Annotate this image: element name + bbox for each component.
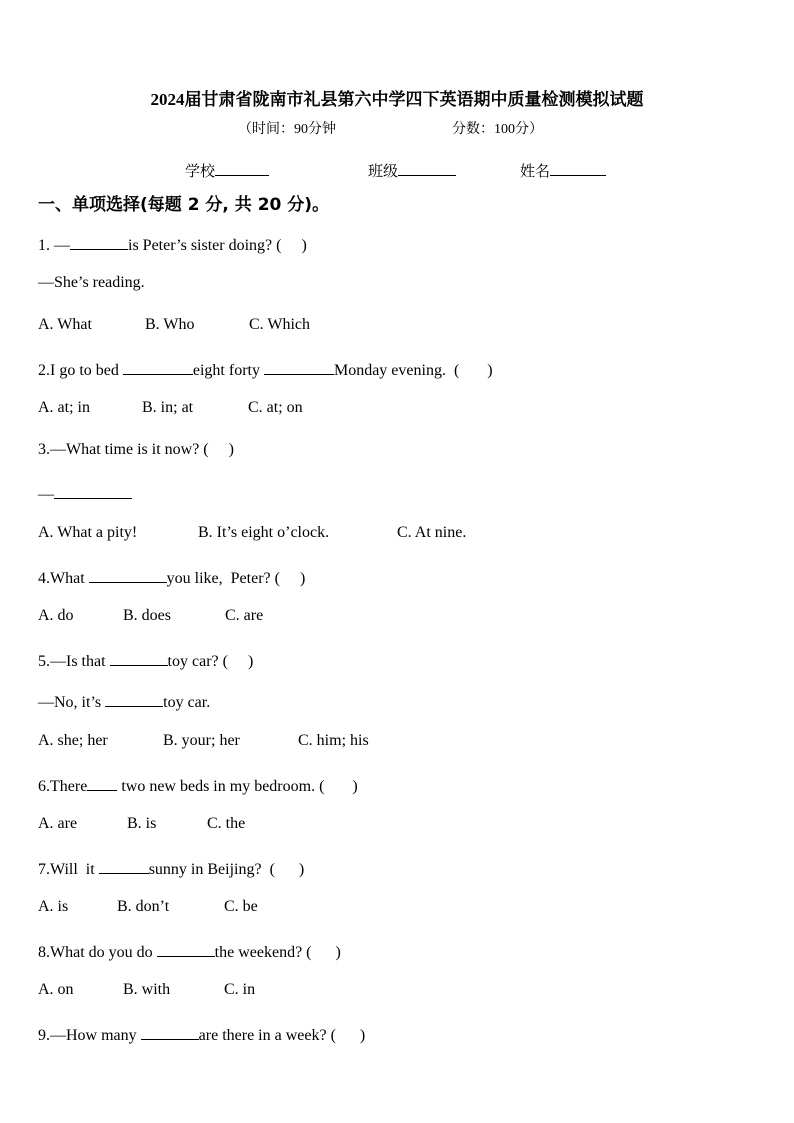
question-8-options <box>38 981 255 999</box>
school-label: 学校 <box>185 164 216 180</box>
question-text: Monday evening. ( ) <box>333 362 493 379</box>
option-b[interactable]: B. don’t <box>117 898 170 915</box>
option-c[interactable]: C. At nine. <box>397 524 467 541</box>
question-text: 8.What do you do <box>38 944 157 961</box>
option-b[interactable]: B. is <box>127 815 157 832</box>
option-c[interactable]: C. him; his <box>298 732 369 749</box>
section-title: 一、单项选择(每题 2 分, 共 20 分)。 <box>38 195 330 215</box>
question-1-options <box>38 316 310 334</box>
option-b[interactable]: B. with <box>123 981 171 998</box>
class-field <box>368 160 456 181</box>
option-a[interactable]: A. are <box>38 815 78 832</box>
question-text: 4.What <box>38 570 89 587</box>
question-text: toy car. <box>163 694 211 711</box>
school-blank[interactable] <box>215 160 269 176</box>
answer-blank[interactable] <box>123 358 193 375</box>
answer-blank[interactable] <box>89 566 167 583</box>
name-label: 姓名 <box>520 164 551 180</box>
option-a[interactable]: A. she; her <box>38 732 108 749</box>
answer-blank[interactable] <box>54 482 132 499</box>
question-1-reply: —She’s reading. <box>38 274 145 291</box>
question-text: are there in a week? ( ) <box>198 1027 366 1044</box>
exam-time: （时间：90分钟 <box>238 122 336 137</box>
question-7-options <box>38 898 258 916</box>
class-label: 班级 <box>368 164 399 180</box>
question-2-options <box>38 399 303 417</box>
question-7 <box>38 857 304 879</box>
option-c[interactable]: C. Which <box>249 316 311 333</box>
question-text: toy car? ( ) <box>167 653 254 670</box>
name-field <box>520 160 606 181</box>
answer-blank[interactable] <box>264 358 334 375</box>
option-c[interactable]: C. are <box>225 607 264 624</box>
question-text: two new beds in my bedroom. ( ) <box>117 778 358 795</box>
question-text: —No, it’s <box>38 694 106 711</box>
option-a[interactable]: A. do <box>38 607 74 624</box>
question-text: 6.There <box>38 778 88 795</box>
question-4-options <box>38 607 263 625</box>
question-text: 2.I go to bed <box>38 362 123 379</box>
question-2 <box>38 358 493 380</box>
question-6-options <box>38 815 245 833</box>
question-text: the weekend? ( ) <box>214 944 341 961</box>
answer-blank[interactable] <box>141 1023 199 1040</box>
question-text: 9.—How many <box>38 1027 141 1044</box>
question-5 <box>38 649 253 671</box>
option-c[interactable]: C. be <box>224 898 258 915</box>
question-4 <box>38 566 305 588</box>
option-b[interactable]: B. Who <box>145 316 195 333</box>
question-6 <box>38 774 358 796</box>
answer-blank[interactable] <box>99 857 149 874</box>
question-text: eight forty <box>192 362 264 379</box>
question-text: is Peter’s sister doing? ( ) <box>128 237 307 254</box>
question-3-options <box>38 524 466 542</box>
question-3-reply <box>38 482 132 504</box>
question-text: sunny in Beijing? ( ) <box>148 861 305 878</box>
question-text: 5.—Is that <box>38 653 110 670</box>
option-c[interactable]: C. the <box>207 815 246 832</box>
question-text: you like, Peter? ( ) <box>166 570 306 587</box>
question-8 <box>38 940 341 962</box>
option-b[interactable]: B. your; her <box>163 732 240 749</box>
question-text: 1. — <box>38 237 70 254</box>
question-text: — <box>38 486 54 503</box>
question-1 <box>38 233 307 255</box>
exam-title: 2024届甘肃省陇南市礼县第六中学四下英语期中质量检测模拟试题 <box>150 90 644 109</box>
option-c[interactable]: C. in <box>224 981 256 998</box>
answer-blank[interactable] <box>110 649 168 666</box>
option-b[interactable]: B. does <box>123 607 171 624</box>
option-a[interactable]: A. is <box>38 898 69 915</box>
answer-blank[interactable] <box>87 774 117 791</box>
option-a[interactable]: A. at; in <box>38 399 90 416</box>
option-b[interactable]: B. It’s eight o’clock. <box>198 524 330 541</box>
question-5-options <box>38 732 369 750</box>
question-text: 7.Will it <box>38 861 99 878</box>
name-blank[interactable] <box>550 160 606 176</box>
answer-blank[interactable] <box>105 690 163 707</box>
question-5-reply <box>38 690 210 712</box>
option-b[interactable]: B. in; at <box>142 399 194 416</box>
school-field <box>185 160 269 181</box>
option-a[interactable]: A. on <box>38 981 74 998</box>
option-a[interactable]: A. What <box>38 316 92 333</box>
class-blank[interactable] <box>398 160 456 176</box>
answer-blank[interactable] <box>70 233 128 250</box>
option-a[interactable]: A. What a pity! <box>38 524 138 541</box>
question-9 <box>38 1023 365 1045</box>
question-3: 3.—What time is it now? ( ) <box>38 441 234 458</box>
option-c[interactable]: C. at; on <box>248 399 303 416</box>
exam-score: 分数：100分） <box>452 122 543 137</box>
answer-blank[interactable] <box>157 940 215 957</box>
